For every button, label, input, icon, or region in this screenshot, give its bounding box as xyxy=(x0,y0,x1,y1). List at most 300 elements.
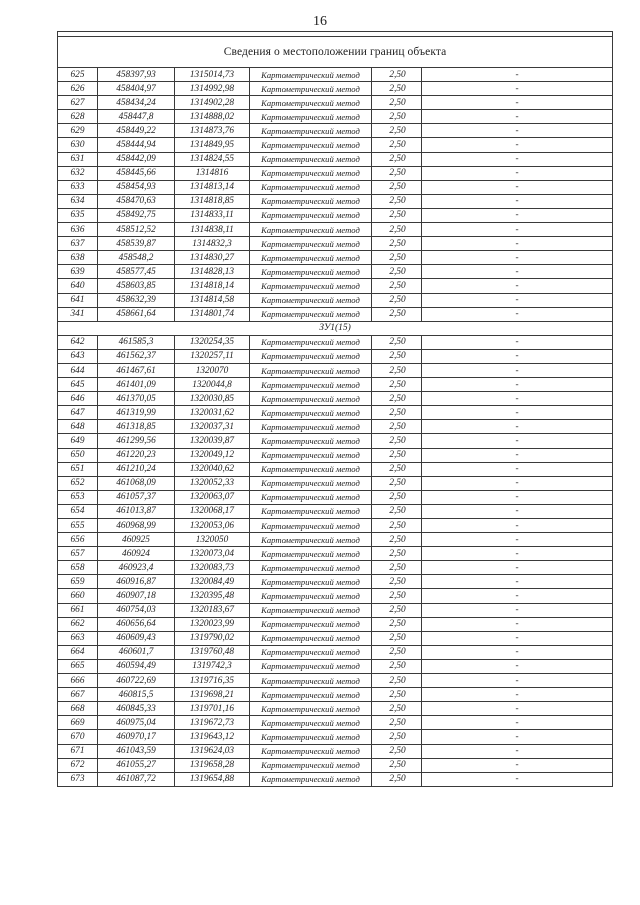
coord-x-cell: 458492,75 xyxy=(98,208,175,222)
point-number-cell: 665 xyxy=(58,659,98,673)
accuracy-cell: 2,50 xyxy=(372,293,422,307)
description-cell: - xyxy=(422,758,613,772)
point-number-cell: 653 xyxy=(58,490,98,504)
accuracy-cell: 2,50 xyxy=(372,68,422,82)
description-cell: - xyxy=(422,730,613,744)
point-number-cell: 641 xyxy=(58,293,98,307)
accuracy-cell: 2,50 xyxy=(372,631,422,645)
table-row xyxy=(58,237,613,251)
coord-x-cell: 461318,85 xyxy=(98,420,175,434)
accuracy-cell: 2,50 xyxy=(372,406,422,420)
table-row xyxy=(58,659,613,673)
coord-x-cell: 458577,45 xyxy=(98,265,175,279)
coord-y-cell: 1320030,85 xyxy=(175,392,250,406)
method-cell: Картометрический метод xyxy=(250,688,372,702)
method-cell: Картометрический метод xyxy=(250,378,372,392)
coord-y-cell: 1320183,67 xyxy=(175,603,250,617)
accuracy-cell: 2,50 xyxy=(372,575,422,589)
description-cell: - xyxy=(422,279,613,293)
coord-y-cell: 1320073,04 xyxy=(175,547,250,561)
coord-y-cell: 1315014,73 xyxy=(175,68,250,82)
table-row xyxy=(58,462,613,476)
table-row xyxy=(58,378,613,392)
coord-y-cell: 1314818,85 xyxy=(175,194,250,208)
method-cell: Картометрический метод xyxy=(250,152,372,166)
method-cell: Картометрический метод xyxy=(250,110,372,124)
method-cell: Картометрический метод xyxy=(250,180,372,194)
coord-x-cell: 461370,05 xyxy=(98,392,175,406)
point-number-cell: 651 xyxy=(58,462,98,476)
table-row xyxy=(58,533,613,547)
coord-y-cell: 1320395,48 xyxy=(175,589,250,603)
coord-x-cell: 458404,97 xyxy=(98,82,175,96)
accuracy-cell: 2,50 xyxy=(372,716,422,730)
accuracy-cell: 2,50 xyxy=(372,208,422,222)
table-row xyxy=(58,519,613,533)
coord-x-cell: 460925 xyxy=(98,533,175,547)
point-number-cell: 646 xyxy=(58,392,98,406)
description-cell: - xyxy=(422,674,613,688)
method-cell: Картометрический метод xyxy=(250,702,372,716)
method-cell: Картометрический метод xyxy=(250,293,372,307)
description-cell: - xyxy=(422,504,613,518)
description-cell: - xyxy=(422,335,613,349)
accuracy-cell: 2,50 xyxy=(372,335,422,349)
point-number-cell: 668 xyxy=(58,702,98,716)
table-row xyxy=(58,406,613,420)
accuracy-cell: 2,50 xyxy=(372,434,422,448)
table-row xyxy=(58,180,613,194)
table-row xyxy=(58,166,613,180)
accuracy-cell: 2,50 xyxy=(372,772,422,786)
accuracy-cell: 2,50 xyxy=(372,420,422,434)
coord-x-cell: 458447,8 xyxy=(98,110,175,124)
coord-x-cell: 461068,09 xyxy=(98,476,175,490)
coord-y-cell: 1319643,12 xyxy=(175,730,250,744)
method-cell: Картометрический метод xyxy=(250,194,372,208)
coord-y-cell: 1320063,07 xyxy=(175,490,250,504)
point-number-cell: 640 xyxy=(58,279,98,293)
table-row xyxy=(58,96,613,110)
coord-y-cell: 1314814,58 xyxy=(175,293,250,307)
method-cell: Картометрический метод xyxy=(250,659,372,673)
coord-x-cell: 458548,2 xyxy=(98,251,175,265)
accuracy-cell: 2,50 xyxy=(372,237,422,251)
table-row xyxy=(58,589,613,603)
coord-x-cell: 460845,33 xyxy=(98,702,175,716)
table-row xyxy=(58,547,613,561)
method-cell: Картометрический метод xyxy=(250,617,372,631)
method-cell: Картометрический метод xyxy=(250,265,372,279)
method-cell: Картометрический метод xyxy=(250,519,372,533)
description-cell: - xyxy=(422,420,613,434)
description-cell: - xyxy=(422,363,613,377)
accuracy-cell: 2,50 xyxy=(372,702,422,716)
coord-y-cell: 1320023,99 xyxy=(175,617,250,631)
point-number-cell: 645 xyxy=(58,378,98,392)
coord-x-cell: 460609,43 xyxy=(98,631,175,645)
description-cell: - xyxy=(422,434,613,448)
coord-y-cell: 1314832,3 xyxy=(175,237,250,251)
coord-y-cell: 1314830,27 xyxy=(175,251,250,265)
method-cell: Картометрический метод xyxy=(250,208,372,222)
table-row xyxy=(58,744,613,758)
coord-x-cell: 460970,17 xyxy=(98,730,175,744)
table-row xyxy=(58,631,613,645)
accuracy-cell: 2,50 xyxy=(372,462,422,476)
coord-y-cell: 1320044,8 xyxy=(175,378,250,392)
table-row xyxy=(58,152,613,166)
accuracy-cell: 2,50 xyxy=(372,378,422,392)
coord-y-cell: 1320052,33 xyxy=(175,476,250,490)
coord-x-cell: 458449,22 xyxy=(98,124,175,138)
coord-x-cell: 460754,03 xyxy=(98,603,175,617)
method-cell: Картометрический метод xyxy=(250,392,372,406)
accuracy-cell: 2,50 xyxy=(372,265,422,279)
point-number-cell: 638 xyxy=(58,251,98,265)
table-row xyxy=(58,702,613,716)
point-number-cell: 639 xyxy=(58,265,98,279)
accuracy-cell: 2,50 xyxy=(372,519,422,533)
accuracy-cell: 2,50 xyxy=(372,603,422,617)
coord-y-cell: 1320257,11 xyxy=(175,349,250,363)
table-row xyxy=(58,758,613,772)
description-cell: - xyxy=(422,575,613,589)
coord-y-cell: 1314992,98 xyxy=(175,82,250,96)
point-number-cell: 656 xyxy=(58,533,98,547)
table-row xyxy=(58,223,613,237)
point-number-cell: 636 xyxy=(58,223,98,237)
accuracy-cell: 2,50 xyxy=(372,561,422,575)
accuracy-cell: 2,50 xyxy=(372,744,422,758)
table-row xyxy=(58,420,613,434)
accuracy-cell: 2,50 xyxy=(372,547,422,561)
method-cell: Картометрический метод xyxy=(250,561,372,575)
accuracy-cell: 2,50 xyxy=(372,476,422,490)
method-cell: Картометрический метод xyxy=(250,68,372,82)
description-cell: - xyxy=(422,180,613,194)
table-row xyxy=(58,490,613,504)
method-cell: Картометрический метод xyxy=(250,631,372,645)
table-row xyxy=(58,82,613,96)
coord-x-cell: 461055,27 xyxy=(98,758,175,772)
coord-x-cell: 458444,94 xyxy=(98,138,175,152)
point-number-cell: 658 xyxy=(58,561,98,575)
description-cell: - xyxy=(422,631,613,645)
method-cell: Картометрический метод xyxy=(250,674,372,688)
accuracy-cell: 2,50 xyxy=(372,152,422,166)
table-row xyxy=(58,194,613,208)
description-cell: - xyxy=(422,448,613,462)
method-cell: Картометрический метод xyxy=(250,744,372,758)
point-number-cell: 631 xyxy=(58,152,98,166)
method-cell: Картометрический метод xyxy=(250,533,372,547)
coord-x-cell: 461467,61 xyxy=(98,363,175,377)
coord-x-cell: 461087,72 xyxy=(98,772,175,786)
method-cell: Картометрический метод xyxy=(250,645,372,659)
coord-x-cell: 461299,56 xyxy=(98,434,175,448)
description-cell: - xyxy=(422,194,613,208)
accuracy-cell: 2,50 xyxy=(372,533,422,547)
accuracy-cell: 2,50 xyxy=(372,138,422,152)
accuracy-cell: 2,50 xyxy=(372,490,422,504)
table-row xyxy=(58,448,613,462)
point-number-cell: 629 xyxy=(58,124,98,138)
section-label: ЗУ1(15) xyxy=(58,321,613,335)
table-row xyxy=(58,575,613,589)
description-cell: - xyxy=(422,547,613,561)
section-header-row xyxy=(58,321,613,335)
table-row xyxy=(58,617,613,631)
coord-y-cell: 1314801,74 xyxy=(175,307,250,321)
point-number-cell: 655 xyxy=(58,519,98,533)
description-cell: - xyxy=(422,406,613,420)
coord-y-cell: 1319698,21 xyxy=(175,688,250,702)
coord-x-cell: 460924 xyxy=(98,547,175,561)
table-row xyxy=(58,561,613,575)
point-number-cell: 628 xyxy=(58,110,98,124)
description-cell: - xyxy=(422,223,613,237)
coord-x-cell: 458397,93 xyxy=(98,68,175,82)
accuracy-cell: 2,50 xyxy=(372,617,422,631)
boundary-coordinates-table xyxy=(57,31,613,787)
point-number-cell: 648 xyxy=(58,420,98,434)
point-number-cell: 671 xyxy=(58,744,98,758)
description-cell: - xyxy=(422,166,613,180)
point-number-cell: 632 xyxy=(58,166,98,180)
coord-x-cell: 460923,4 xyxy=(98,561,175,575)
description-cell: - xyxy=(422,617,613,631)
coord-x-cell: 458454,93 xyxy=(98,180,175,194)
point-number-cell: 635 xyxy=(58,208,98,222)
accuracy-cell: 2,50 xyxy=(372,180,422,194)
table-row xyxy=(58,124,613,138)
description-cell: - xyxy=(422,702,613,716)
table-row xyxy=(58,138,613,152)
method-cell: Картометрический метод xyxy=(250,758,372,772)
table-title: Сведения о местоположении границ объекта xyxy=(58,37,613,68)
description-cell: - xyxy=(422,208,613,222)
accuracy-cell: 2,50 xyxy=(372,82,422,96)
method-cell: Картометрический метод xyxy=(250,504,372,518)
method-cell: Картометрический метод xyxy=(250,96,372,110)
table-row xyxy=(58,68,613,82)
coord-y-cell: 1320037,31 xyxy=(175,420,250,434)
description-cell: - xyxy=(422,138,613,152)
point-number-cell: 647 xyxy=(58,406,98,420)
coord-y-cell: 1314888,02 xyxy=(175,110,250,124)
coord-y-cell: 1320049,12 xyxy=(175,448,250,462)
table-row xyxy=(58,674,613,688)
method-cell: Картометрический метод xyxy=(250,448,372,462)
point-number-cell: 661 xyxy=(58,603,98,617)
point-number-cell: 669 xyxy=(58,716,98,730)
coord-y-cell: 1314849,95 xyxy=(175,138,250,152)
accuracy-cell: 2,50 xyxy=(372,363,422,377)
accuracy-cell: 2,50 xyxy=(372,589,422,603)
coord-y-cell: 1320084,49 xyxy=(175,575,250,589)
point-number-cell: 666 xyxy=(58,674,98,688)
accuracy-cell: 2,50 xyxy=(372,194,422,208)
coord-x-cell: 461319,99 xyxy=(98,406,175,420)
coord-y-cell: 1314838,11 xyxy=(175,223,250,237)
coord-y-cell: 1314818,14 xyxy=(175,279,250,293)
method-cell: Картометрический метод xyxy=(250,772,372,786)
table-body xyxy=(58,32,613,787)
coord-x-cell: 460722,69 xyxy=(98,674,175,688)
description-cell: - xyxy=(422,349,613,363)
point-number-cell: 670 xyxy=(58,730,98,744)
description-cell: - xyxy=(422,519,613,533)
table-row xyxy=(58,476,613,490)
description-cell: - xyxy=(422,589,613,603)
point-number-cell: 673 xyxy=(58,772,98,786)
coord-x-cell: 458445,66 xyxy=(98,166,175,180)
table-row xyxy=(58,349,613,363)
description-cell: - xyxy=(422,744,613,758)
table-row xyxy=(58,716,613,730)
coord-y-cell: 1319654,88 xyxy=(175,772,250,786)
coord-y-cell: 1320040,62 xyxy=(175,462,250,476)
page-number: 16 xyxy=(313,14,327,29)
method-cell: Картометрический метод xyxy=(250,420,372,434)
method-cell: Картометрический метод xyxy=(250,434,372,448)
point-number-cell: 637 xyxy=(58,237,98,251)
coord-y-cell: 1319742,3 xyxy=(175,659,250,673)
accuracy-cell: 2,50 xyxy=(372,758,422,772)
accuracy-cell: 2,50 xyxy=(372,251,422,265)
method-cell: Картометрический метод xyxy=(250,349,372,363)
description-cell: - xyxy=(422,152,613,166)
point-number-cell: 663 xyxy=(58,631,98,645)
method-cell: Картометрический метод xyxy=(250,490,372,504)
method-cell: Картометрический метод xyxy=(250,335,372,349)
description-cell: - xyxy=(422,533,613,547)
coord-y-cell: 1314813,14 xyxy=(175,180,250,194)
method-cell: Картометрический метод xyxy=(250,223,372,237)
method-cell: Картометрический метод xyxy=(250,82,372,96)
point-number-cell: 672 xyxy=(58,758,98,772)
table-title-row xyxy=(58,37,613,68)
coord-y-cell: 1314824,55 xyxy=(175,152,250,166)
accuracy-cell: 2,50 xyxy=(372,307,422,321)
coord-y-cell: 1314828,13 xyxy=(175,265,250,279)
description-cell: - xyxy=(422,96,613,110)
coord-y-cell: 1319658,28 xyxy=(175,758,250,772)
description-cell: - xyxy=(422,476,613,490)
method-cell: Картометрический метод xyxy=(250,575,372,589)
point-number-cell: 664 xyxy=(58,645,98,659)
table-row xyxy=(58,504,613,518)
coord-y-cell: 1319701,16 xyxy=(175,702,250,716)
description-cell: - xyxy=(422,265,613,279)
description-cell: - xyxy=(422,251,613,265)
method-cell: Картометрический метод xyxy=(250,279,372,293)
coord-x-cell: 461210,24 xyxy=(98,462,175,476)
coord-y-cell: 1314833,11 xyxy=(175,208,250,222)
coord-x-cell: 460656,64 xyxy=(98,617,175,631)
coord-x-cell: 460815,5 xyxy=(98,688,175,702)
point-number-cell: 625 xyxy=(58,68,98,82)
table-row xyxy=(58,392,613,406)
coord-x-cell: 458603,85 xyxy=(98,279,175,293)
method-cell: Картометрический метод xyxy=(250,547,372,561)
accuracy-cell: 2,50 xyxy=(372,674,422,688)
coord-y-cell: 1319672,73 xyxy=(175,716,250,730)
coord-x-cell: 461043,59 xyxy=(98,744,175,758)
coord-x-cell: 458539,87 xyxy=(98,237,175,251)
point-number-cell: 626 xyxy=(58,82,98,96)
description-cell: - xyxy=(422,490,613,504)
accuracy-cell: 2,50 xyxy=(372,730,422,744)
coord-y-cell: 1320050 xyxy=(175,533,250,547)
coord-x-cell: 461401,09 xyxy=(98,378,175,392)
point-number-cell: 644 xyxy=(58,363,98,377)
coord-y-cell: 1319760,48 xyxy=(175,645,250,659)
point-number-cell: 667 xyxy=(58,688,98,702)
description-cell: - xyxy=(422,603,613,617)
method-cell: Картометрический метод xyxy=(250,716,372,730)
coord-x-cell: 458442,09 xyxy=(98,152,175,166)
coord-y-cell: 1319790,02 xyxy=(175,631,250,645)
point-number-cell: 633 xyxy=(58,180,98,194)
method-cell: Картометрический метод xyxy=(250,589,372,603)
coord-x-cell: 460916,87 xyxy=(98,575,175,589)
accuracy-cell: 2,50 xyxy=(372,279,422,293)
point-number-cell: 649 xyxy=(58,434,98,448)
method-cell: Картометрический метод xyxy=(250,251,372,265)
accuracy-cell: 2,50 xyxy=(372,166,422,180)
description-cell: - xyxy=(422,237,613,251)
coord-x-cell: 461057,37 xyxy=(98,490,175,504)
table-row xyxy=(58,730,613,744)
accuracy-cell: 2,50 xyxy=(372,659,422,673)
point-number-cell: 657 xyxy=(58,547,98,561)
point-number-cell: 659 xyxy=(58,575,98,589)
coord-x-cell: 461585,3 xyxy=(98,335,175,349)
point-number-cell: 652 xyxy=(58,476,98,490)
accuracy-cell: 2,50 xyxy=(372,504,422,518)
description-cell: - xyxy=(422,462,613,476)
table-row xyxy=(58,307,613,321)
coord-y-cell: 1314816 xyxy=(175,166,250,180)
method-cell: Картометрический метод xyxy=(250,406,372,420)
method-cell: Картометрический метод xyxy=(250,307,372,321)
accuracy-cell: 2,50 xyxy=(372,392,422,406)
table-row xyxy=(58,772,613,786)
coord-x-cell: 458512,52 xyxy=(98,223,175,237)
coord-x-cell: 458661,64 xyxy=(98,307,175,321)
accuracy-cell: 2,50 xyxy=(372,223,422,237)
table-row xyxy=(58,265,613,279)
coord-x-cell: 460968,99 xyxy=(98,519,175,533)
coord-x-cell: 461562,37 xyxy=(98,349,175,363)
accuracy-cell: 2,50 xyxy=(372,96,422,110)
point-number-cell: 643 xyxy=(58,349,98,363)
point-number-cell: 662 xyxy=(58,617,98,631)
description-cell: - xyxy=(422,772,613,786)
coord-y-cell: 1320068,17 xyxy=(175,504,250,518)
coord-x-cell: 460975,04 xyxy=(98,716,175,730)
table-row xyxy=(58,645,613,659)
table-row xyxy=(58,293,613,307)
description-cell: - xyxy=(422,110,613,124)
point-number-cell: 650 xyxy=(58,448,98,462)
point-number-cell: 660 xyxy=(58,589,98,603)
table-row xyxy=(58,110,613,124)
coord-y-cell: 1320070 xyxy=(175,363,250,377)
coord-x-cell: 460594,49 xyxy=(98,659,175,673)
